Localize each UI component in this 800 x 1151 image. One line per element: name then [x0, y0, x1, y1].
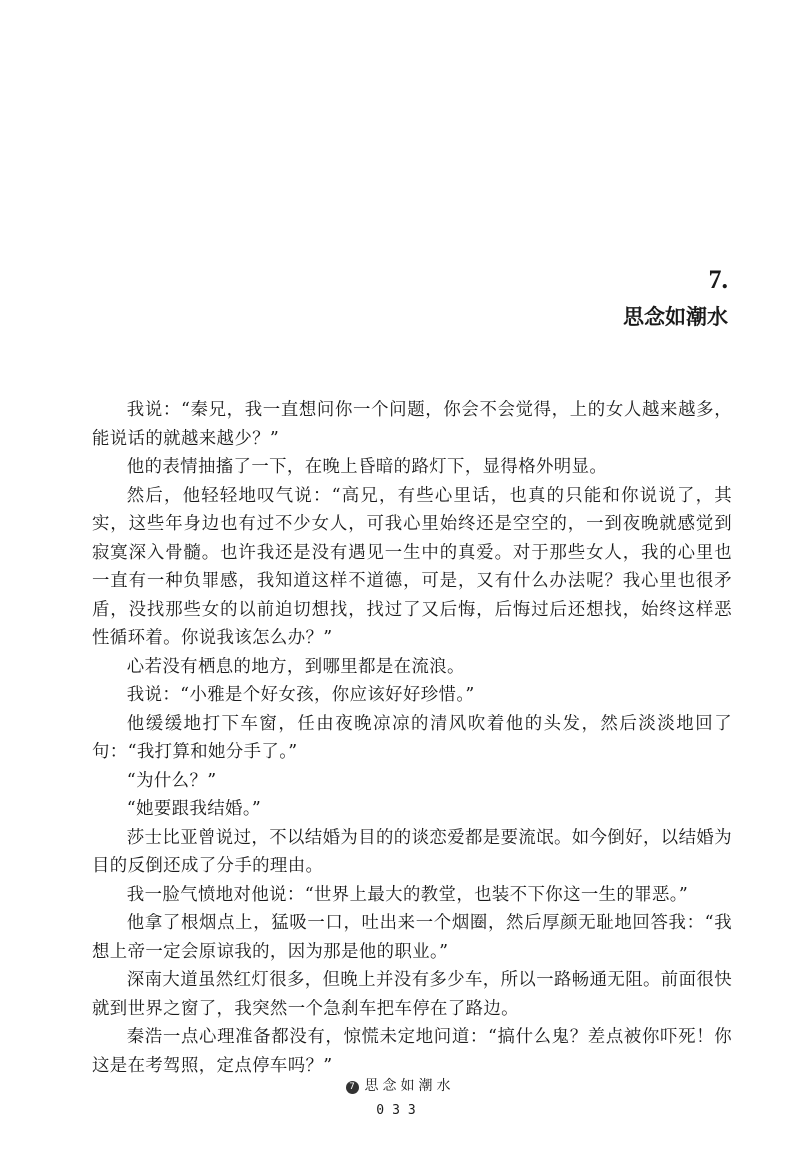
- paragraph: 莎士比亚曾说过，不以结婚为目的的谈恋爱都是要流氓。如今倒好，以结婚为目的反倒还成了分手的理由。: [92, 827, 732, 876]
- paragraph: “为什么？”: [126, 770, 217, 791]
- paragraph: 我一脸气愤地对他说：“世界上最大的教堂，也装不下你这一生的罪恶。”: [126, 884, 689, 905]
- running-footer: [0, 1076, 800, 1096]
- paragraph: 我说：“小雅是个好女孩，你应该好好珍惜。”: [126, 685, 475, 705]
- paragraph: 他拿了根烟点上，猛吸一口，吐出来一个烟圈，然后厚颜无耻地回答我：“我想上帝一定会原谅我的，因为那是他的职业。”: [92, 913, 732, 962]
- running-title: 思念如潮水: [364, 1078, 455, 1094]
- chapter-number: 7.: [708, 265, 728, 294]
- paragraph: 秦浩一点心理准备都没有，惊慌未定地问道：“搞什么鬼？差点被你吓死！你这是在考驾照，定点停车吗？”: [92, 1027, 732, 1076]
- paragraph: “她要跟我结婚。”: [126, 799, 262, 819]
- chapter-mark-icon: 7: [346, 1081, 359, 1094]
- paragraph: 然后，他轻轻地叹气说：“高兄，有些心里话，也真的只能和你说说了，其实，这些年身边也有过不少女人，可我心里始终还是空空的，一到夜晚就感觉到寂寞深入骨髓。也许我还是没有遇见一生中的真爱。对于那些女人，我的心里也一直有一种负罪感，我知道这样不道德，可是，又有什么办法呢？我心里也很矛盾，没找那些女的以前迫切想找，找过了又后悔，后悔过后还想找，始终这样恶性循环着。你说我该怎么办？”: [92, 485, 732, 648]
- paragraph: 心若没有栖息的地方，到哪里都是在流浪。: [126, 656, 465, 677]
- paragraph: 他的表情抽搐了一下，在晚上昏暗的路灯下，显得格外明显。: [126, 457, 608, 477]
- page-number: 033: [376, 1103, 424, 1118]
- chapter-title: 思念如潮水: [623, 305, 728, 329]
- paragraph: 深南大道虽然红灯很多，但晚上并没有多少车，所以一路畅通无阻。前面很快就到世界之窗了，我突然一个急刹车把车停在了路边。: [92, 970, 732, 1019]
- paragraph: 我说：“秦兄，我一直想问你一个问题，你会不会觉得，上的女人越来越多，能说话的就越来越少？”: [92, 400, 732, 449]
- body-text: [92, 396, 732, 1080]
- paragraph: 他缓缓地打下车窗，任由夜晚凉凉的清风吹着他的头发，然后淡淡地回了句：“我打算和她分手了。”: [92, 713, 732, 762]
- chapter-heading: [623, 262, 728, 334]
